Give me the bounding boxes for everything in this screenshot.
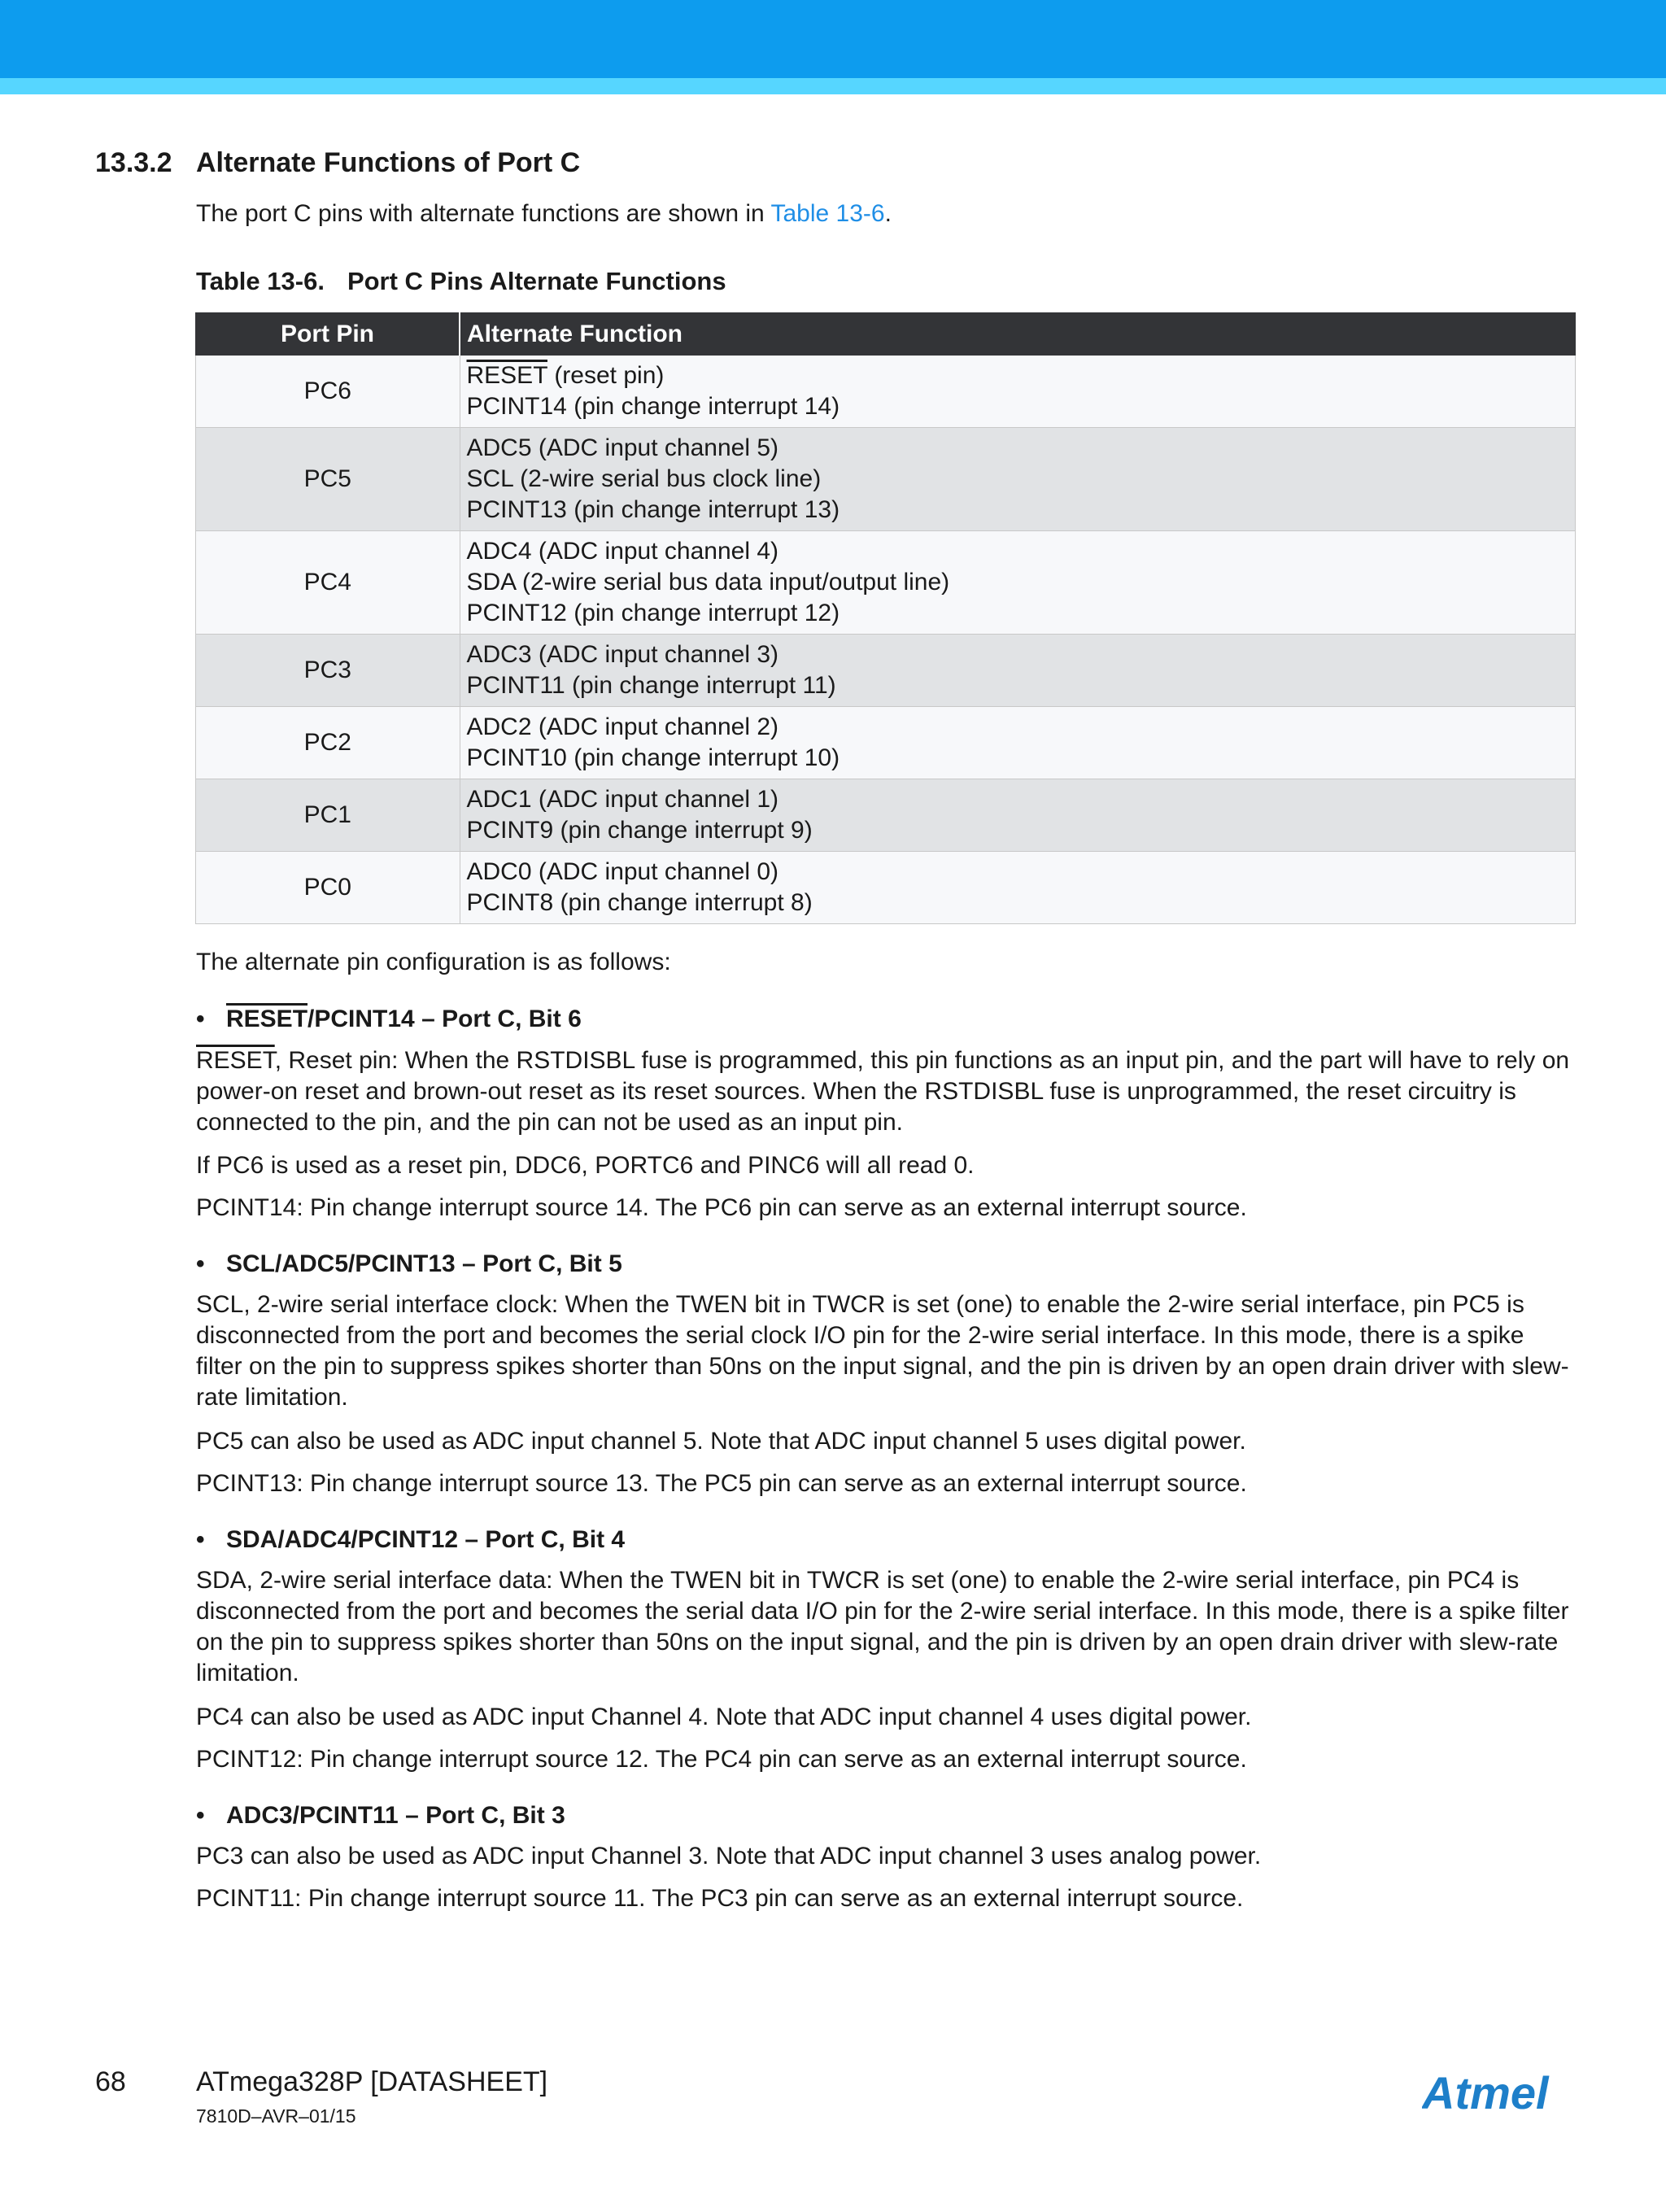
function-line: ADC5 (ADC input channel 5) bbox=[466, 434, 779, 461]
bullet-marker: • bbox=[196, 1802, 205, 1829]
table-caption-title: Port C Pins Alternate Functions bbox=[347, 267, 726, 295]
function-line: SDA (2-wire serial bus data input/output line) bbox=[466, 569, 950, 596]
table-caption bbox=[196, 267, 726, 296]
section-intro bbox=[196, 199, 1576, 229]
bullet-heading-reset bbox=[196, 1006, 582, 1033]
alternate-function-cell bbox=[460, 779, 1576, 852]
port-pin-cell: PC0 bbox=[196, 852, 460, 924]
table-row bbox=[196, 779, 1576, 852]
function-line: PCINT10 (pin change interrupt 10) bbox=[466, 744, 840, 771]
bullet-heading-text: ADC3/PCINT11 – Port C, Bit 3 bbox=[226, 1802, 565, 1829]
function-line: ADC2 (ADC input channel 2) bbox=[466, 713, 779, 740]
paragraph-text: , Reset pin: When the RSTDISBL fuse is programmed, this pin functions as an input pin, and the part will have to rely on power-on reset and brown-out reset as its reset sources. When the RSTDISBL fuse is unprogrammed, the reset circuitry is connected to the pin, and the pin can not be used as an input pin. bbox=[196, 1047, 1570, 1136]
paragraph: PC3 can also be used as ADC input Channel 3. Note that ADC input channel 3 uses analog power. bbox=[196, 1843, 1262, 1870]
section-heading bbox=[95, 147, 580, 179]
reset-overline-text: RESET bbox=[196, 1047, 275, 1074]
bullet-heading-text: SDA/ADC4/PCINT12 – Port C, Bit 4 bbox=[226, 1526, 626, 1553]
page-number: 68 bbox=[95, 2066, 126, 2097]
section-title: Alternate Functions of Port C bbox=[196, 147, 581, 178]
paragraph: PC4 can also be used as ADC input Channel 4. Note that ADC input channel 4 uses digital power. bbox=[196, 1704, 1252, 1730]
function-line: ADC0 (ADC input channel 0) bbox=[466, 858, 779, 885]
function-line: PCINT9 (pin change interrupt 9) bbox=[466, 817, 813, 844]
atmel-logo bbox=[1422, 2066, 1572, 2120]
table-row bbox=[196, 531, 1576, 635]
function-line: SCL (2-wire serial bus clock line) bbox=[466, 465, 822, 492]
function-line: PCINT8 (pin change interrupt 8) bbox=[466, 889, 813, 916]
table-row bbox=[196, 356, 1576, 428]
function-line: PCINT13 (pin change interrupt 13) bbox=[466, 496, 840, 523]
paragraph: PCINT13: Pin change interrupt source 13. The PC5 pin can serve as an external interrupt source. bbox=[196, 1470, 1247, 1497]
header-stripe bbox=[0, 78, 1666, 94]
paragraph: If PC6 is used as a reset pin, DDC6, PORTC6 and PINC6 will all read 0. bbox=[196, 1152, 975, 1179]
port-pin-cell: PC1 bbox=[196, 779, 460, 852]
header-alternate-function: Alternate Function bbox=[460, 313, 1576, 356]
intro-period: . bbox=[884, 200, 892, 227]
section-number: 13.3.2 bbox=[95, 147, 172, 178]
paragraph: PC5 can also be used as ADC input channel 5. Note that ADC input channel 5 uses digital power. bbox=[196, 1428, 1246, 1455]
alternate-function-cell bbox=[460, 428, 1576, 531]
table-13-6-link[interactable]: Table 13-6 bbox=[770, 200, 885, 227]
bullet-marker: • bbox=[196, 1526, 205, 1553]
paragraph: PCINT14: Pin change interrupt source 14. The PC6 pin can serve as an external interrupt source. bbox=[196, 1194, 1247, 1221]
table-row bbox=[196, 707, 1576, 779]
paragraph bbox=[196, 1045, 1576, 1138]
bullet-heading-text: SCL/ADC5/PCINT13 – Port C, Bit 5 bbox=[226, 1250, 622, 1277]
bullet-marker: • bbox=[196, 1006, 205, 1032]
table-row bbox=[196, 852, 1576, 924]
bullet-heading-scl bbox=[196, 1250, 622, 1278]
reset-overline-text: RESET bbox=[226, 1006, 308, 1032]
port-c-pins-table bbox=[195, 312, 1576, 924]
bullet-marker: • bbox=[196, 1250, 205, 1277]
document-code: 7810D–AVR–01/15 bbox=[196, 2105, 356, 2127]
port-pin-cell: PC3 bbox=[196, 635, 460, 707]
port-pin-cell: PC4 bbox=[196, 531, 460, 635]
function-line: PCINT14 (pin change interrupt 14) bbox=[466, 393, 840, 420]
table-row bbox=[196, 635, 1576, 707]
paragraph: PCINT12: Pin change interrupt source 12. The PC4 pin can serve as an external interrupt source. bbox=[196, 1746, 1247, 1773]
alternate-function-cell bbox=[460, 707, 1576, 779]
bullet-heading-adc3 bbox=[196, 1802, 565, 1830]
bullet-heading-text: /PCINT14 – Port C, Bit 6 bbox=[307, 1006, 582, 1032]
atmel-logo-text: Atmel bbox=[1422, 2067, 1549, 2118]
alternate-function-cell bbox=[460, 852, 1576, 924]
config-intro: The alternate pin configuration is as follows: bbox=[196, 949, 671, 975]
document-title: ATmega328P [DATASHEET] bbox=[196, 2066, 548, 2097]
function-line: ADC1 (ADC input channel 1) bbox=[466, 786, 779, 813]
bullet-heading-sda bbox=[196, 1526, 625, 1554]
paragraph: SCL, 2-wire serial interface clock: When the TWEN bit in TWCR is set (one) to enable the 2-wire serial interface, pin PC5 is disconnected from the port and becomes the serial clock I/O pin for the 2-wire serial interface. In this mode, there is a spike filter on the pin to suppress spikes shorter than 50ns on the input signal, and the pin is driven by an open drain driver with slew-rate limitation. bbox=[196, 1291, 1569, 1411]
function-line: PCINT12 (pin change interrupt 12) bbox=[466, 600, 840, 626]
header-port-pin: Port Pin bbox=[196, 313, 460, 356]
alternate-function-cell bbox=[460, 531, 1576, 635]
table-header-row bbox=[196, 313, 1576, 356]
header-band bbox=[0, 0, 1666, 78]
port-pin-cell: PC2 bbox=[196, 707, 460, 779]
table-caption-number: Table 13-6. bbox=[196, 267, 325, 295]
port-pin-cell: PC6 bbox=[196, 356, 460, 428]
function-line: (reset pin) bbox=[547, 362, 665, 389]
port-pin-cell: PC5 bbox=[196, 428, 460, 531]
reset-overline-text: RESET bbox=[466, 362, 547, 389]
intro-text: The port C pins with alternate functions are shown in bbox=[196, 200, 771, 227]
function-line: ADC4 (ADC input channel 4) bbox=[466, 538, 779, 565]
paragraph: PCINT11: Pin change interrupt source 11. The PC3 pin can serve as an external interrupt source. bbox=[196, 1885, 1244, 1912]
function-line: ADC3 (ADC input channel 3) bbox=[466, 641, 779, 668]
paragraph: SDA, 2-wire serial interface data: When the TWEN bit in TWCR is set (one) to enable the 2-wire serial interface, pin PC4 is disconnected from the port and becomes the serial data I/O pin for the 2-wire serial interface. In this mode, there is a spike filter on the pin to suppress spikes shorter than 50ns on the input signal, and the pin is driven by an open drain driver with slew-rate limitation. bbox=[196, 1567, 1569, 1686]
alternate-function-cell bbox=[460, 635, 1576, 707]
function-line: PCINT11 (pin change interrupt 11) bbox=[466, 672, 836, 699]
table-row bbox=[196, 428, 1576, 531]
alternate-function-cell bbox=[460, 356, 1576, 428]
